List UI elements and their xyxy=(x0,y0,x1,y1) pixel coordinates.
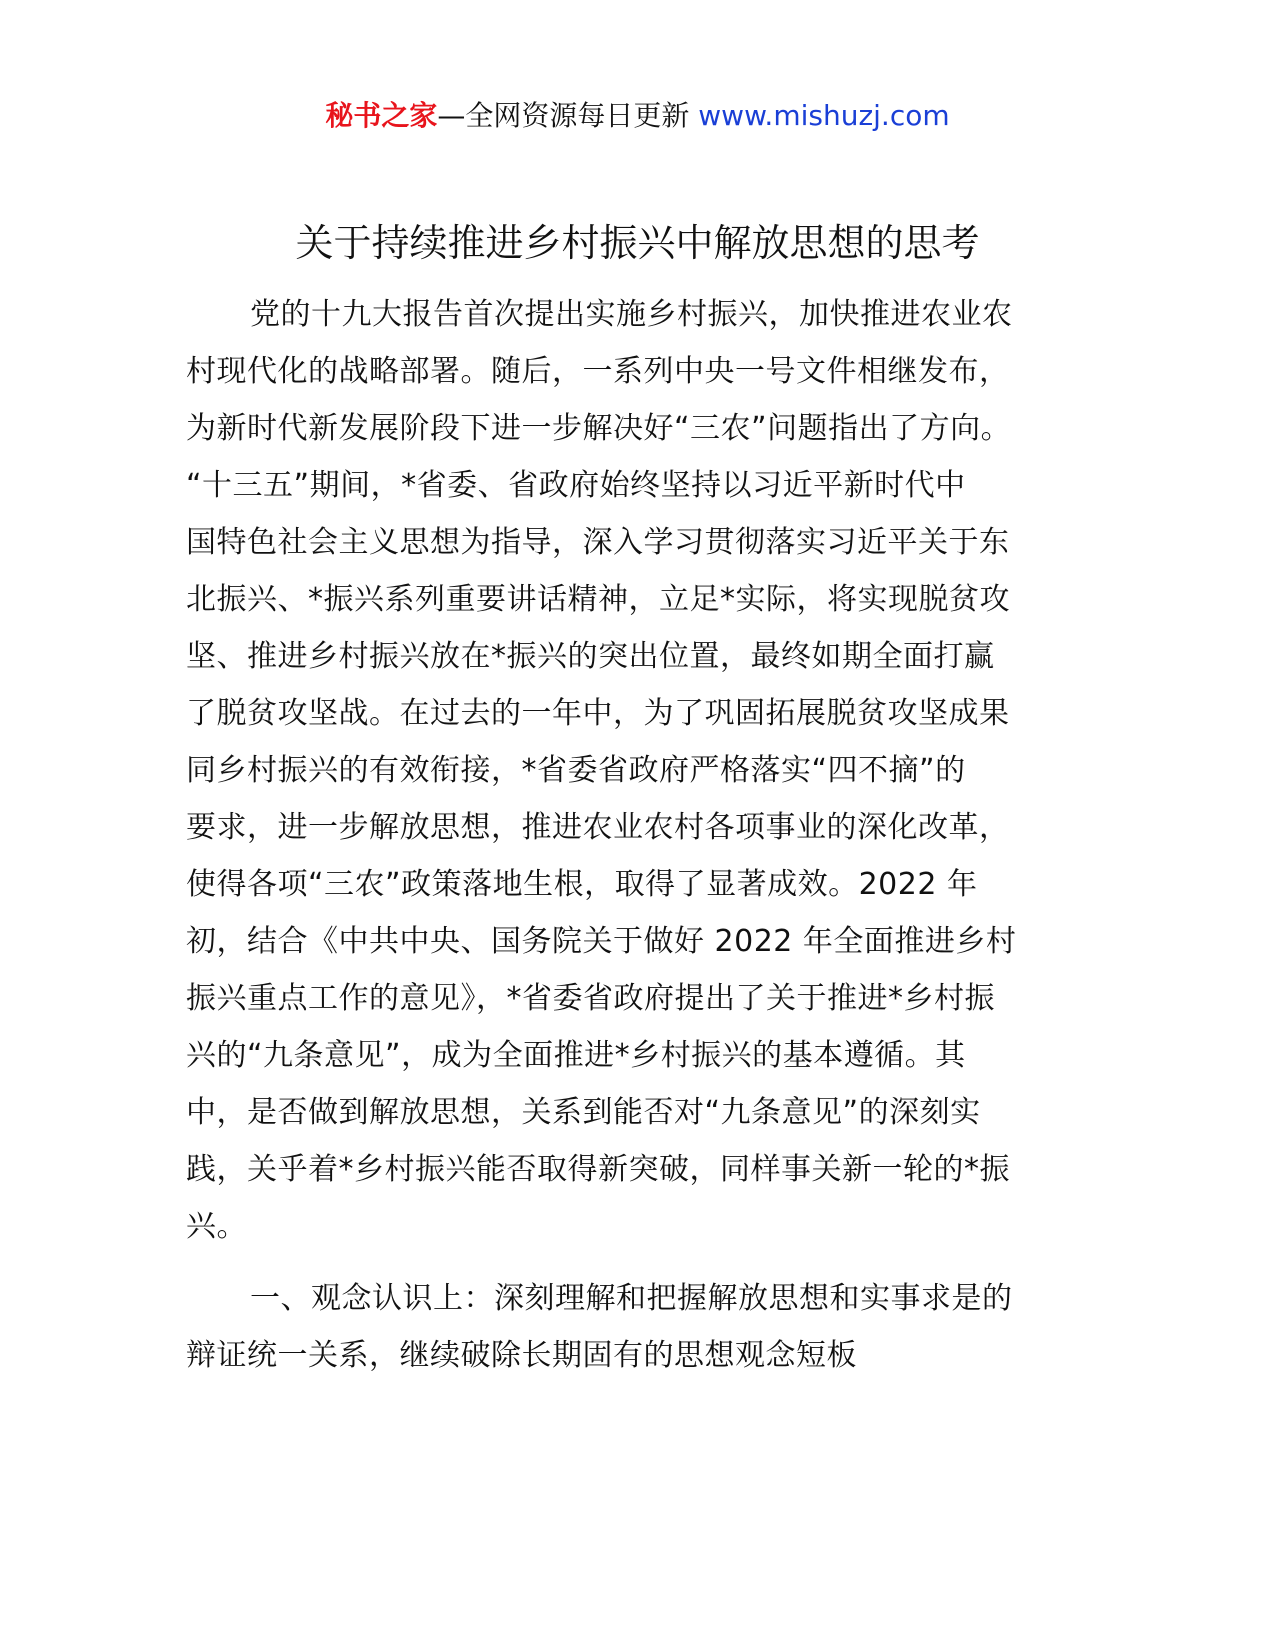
brand-name: 秘书之家 xyxy=(325,99,438,132)
site-url-link[interactable]: www.mishuzj.com xyxy=(698,99,950,132)
paragraph-line: “十三五”期间，*省委、省政府始终坚持以习近平新时代中 xyxy=(186,468,966,503)
paragraph-line: 使得各项“三农”政策落地生根，取得了显著成效。2022 年 xyxy=(186,867,978,902)
paragraph-line: 初，结合《中共中央、国务院关于做好 2022 年全面推进乡村 xyxy=(186,924,1017,959)
paragraph-line: 兴。 xyxy=(186,1209,247,1244)
paragraph-line: 了脱贫攻坚战。在过去的一年中，为了巩固拓展脱贫攻坚成果 xyxy=(186,696,1010,731)
header-tagline: —全网资源每日更新 xyxy=(437,99,699,132)
paragraph-line: 兴的“九条意见”，成为全面推进*乡村振兴的基本遵循。其 xyxy=(186,1038,966,1073)
paragraph-line: 为新时代新发展阶段下进一步解决好“三农”问题指出了方向。 xyxy=(186,411,1012,446)
paragraph-line: 中，是否做到解放思想，关系到能否对“九条意见”的深刻实 xyxy=(186,1095,981,1130)
section-heading-line: 辩证统一关系，继续破除长期固有的思想观念短板 xyxy=(186,1338,857,1373)
paragraph-line: 坚、推进乡村振兴放在*振兴的突出位置，最终如期全面打赢 xyxy=(186,639,995,674)
paragraph-line: 振兴重点工作的意见》，*省委省政府提出了关于推进*乡村振 xyxy=(186,981,995,1016)
paragraph-line: 同乡村振兴的有效衔接，*省委省政府严格落实“四不摘”的 xyxy=(186,753,966,788)
site-header xyxy=(0,96,1275,136)
paragraph-line: 村现代化的战略部署。随后，一系列中央一号文件相继发布， xyxy=(186,354,1010,389)
document-title: 关于持续推进乡村振兴中解放思想的思考 xyxy=(295,221,980,265)
document-body xyxy=(186,286,1086,1384)
paragraph-line: 要求，进一步解放思想，推进农业农村各项事业的深化改革， xyxy=(186,810,1010,845)
paragraph-line: 党的十九大报告首次提出实施乡村振兴，加快推进农业农 xyxy=(250,297,1013,332)
paragraph-line: 北振兴、*振兴系列重要讲话精神，立足*实际，将实现脱贫攻 xyxy=(186,582,1010,617)
paragraph-line: 践，关乎着*乡村振兴能否取得新突破，同样事关新一轮的*振 xyxy=(186,1152,1010,1187)
paragraph-line: 国特色社会主义思想为指导，深入学习贯彻落实习近平关于东 xyxy=(186,525,1010,560)
section-heading-line: 一、观念认识上：深刻理解和把握解放思想和实事求是的 xyxy=(250,1281,1013,1316)
